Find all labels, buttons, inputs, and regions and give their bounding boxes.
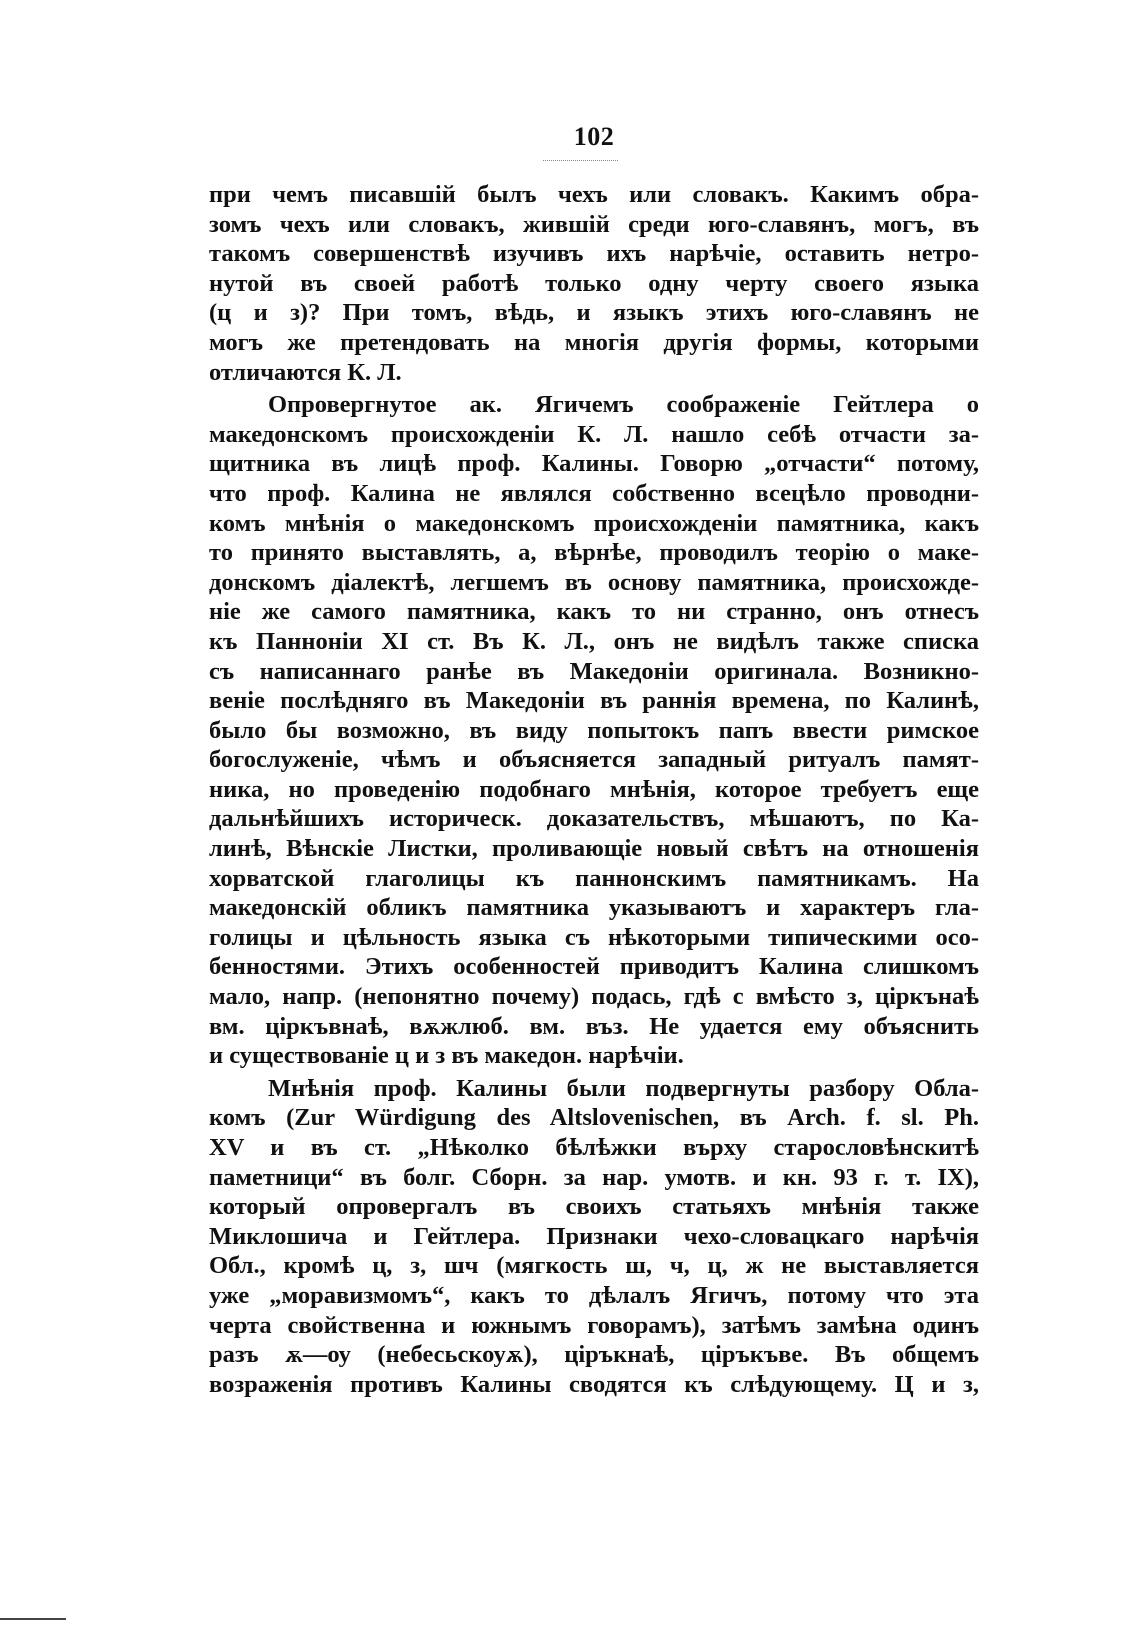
text-line: при чемъ писавшій былъ чехъ или словакъ. Какимъ обра- bbox=[209, 181, 979, 208]
text-line: разъ ѫ—оу (небесьскоуѫ), цiръкнаѣ, цiръкъве. Въ общемъ bbox=[209, 1341, 979, 1369]
text-line: нутой въ своей работѣ только одну черту своего языка bbox=[209, 269, 979, 297]
text-line: комъ мнѣнія о македонскомъ происхожденіи памятника, какъ bbox=[209, 509, 979, 537]
text-line: македонскомъ происхожденіи К. Л. нашло себѣ отчасти за- bbox=[209, 420, 979, 448]
text-line: Миклошича и Гейтлера. Признаки чехо-словацкаго нарѣчія bbox=[209, 1222, 979, 1250]
paragraph bbox=[209, 390, 979, 1071]
paragraph bbox=[209, 1074, 979, 1400]
text-line: комъ (Zur Würdigung des Altslovenischen, въ Arch. f. sl. Ph. bbox=[209, 1104, 979, 1132]
text-line: щитника въ лицѣ проф. Калины. Говорю „отчасти“ потому, bbox=[209, 450, 979, 478]
paragraph bbox=[209, 180, 979, 387]
text-line: веніе послѣдняго въ Македоніи въ раннія времена, по Калинѣ, bbox=[209, 687, 979, 715]
text-line: линѣ, Вѣнскіе Листки, проливающіе новый свѣтъ на отношенія bbox=[209, 835, 979, 863]
text-line: отличаются К. Л. bbox=[209, 358, 402, 386]
text-line: хорватской глаголицы къ паннонскимъ памятникамъ. На bbox=[209, 864, 979, 892]
text-line: такомъ совершенствѣ изучивъ ихъ нарѣчіе, оставить нетро- bbox=[209, 240, 979, 268]
text-line: паметници“ въ болг. Сборн. за нар. умотв. и кн. 93 г. т. IX), bbox=[209, 1163, 979, 1191]
text-line: возраженія противъ Калины сводятся къ слѣдующему. Ц и з, bbox=[209, 1370, 979, 1398]
text-line: мало, напр. (непонятно почему) подась, гдѣ с вмѣсто з, цiркънаѣ bbox=[209, 983, 979, 1011]
text-line: уже „моравизмомъ“, какъ то дѣлалъ Ягичъ, потому что эта bbox=[209, 1281, 979, 1309]
text-line: черта свойственна и южнымъ говорамъ), затѣмъ замѣна одинъ bbox=[209, 1311, 979, 1339]
text-line: Опровергнутое ак. Ягичемъ соображеніе Гейтлера о bbox=[268, 391, 979, 419]
text-line: ника, но проведенію подобнаго мнѣнія, которое требуетъ еще bbox=[209, 775, 979, 803]
text-line: донскомъ діалектѣ, легшемъ въ основу памятника, происхожде- bbox=[209, 568, 979, 596]
text-line: бенностями. Этихъ особенностей приводитъ Калина слишкомъ bbox=[209, 953, 979, 981]
page-number-rule bbox=[543, 160, 618, 161]
text-line: богослуженіе, чѣмъ и объясняется западный ритуалъ памят- bbox=[209, 746, 979, 774]
text-line: вм. цiркъвнаѣ, вѫжлюб. вм. въз. Не удается ему объяснить bbox=[209, 1012, 979, 1040]
text-line: съ написаннаго ранѣе въ Македоніи оригинала. Возникно- bbox=[209, 657, 979, 685]
text-body bbox=[209, 180, 979, 1401]
text-line: Мнѣнія проф. Калины были подвергнуты разбору Обла- bbox=[268, 1074, 979, 1102]
scan-edge-mark bbox=[0, 1618, 66, 1620]
text-line: къ Паннонiи XI ст. Въ К. Л., онъ не видѣлъ также списка bbox=[209, 627, 979, 655]
text-line: могъ же претендовать на многія другія формы, которыми bbox=[209, 328, 979, 356]
text-line: ніе же самого памятника, какъ то ни странно, онъ отнесъ bbox=[209, 598, 979, 626]
text-line: дальнѣйшихъ историческ. доказательствъ, мѣшаютъ, по Ка- bbox=[209, 805, 979, 833]
text-line: что проф. Калина не являлся собственно всецѣло проводни- bbox=[209, 479, 979, 507]
text-line: голицы и цѣльность языка съ нѣкоторыми типическими осо- bbox=[209, 923, 979, 951]
text-line: XV и въ ст. „Нѣколко бѣлѣжки върху старословѣнскитѣ bbox=[209, 1134, 979, 1161]
text-line: который опровергалъ въ своихъ статьяхъ мнѣнія также bbox=[209, 1193, 979, 1221]
page-number: 102 bbox=[573, 122, 615, 151]
text-line: и существованіе ц и з въ македон. нарѣчіи. bbox=[209, 1042, 684, 1070]
text-line: то принято выставлять, а, вѣрнѣе, проводилъ теорію о маке- bbox=[209, 539, 979, 567]
text-line: (ц и з)? При томъ, вѣдь, и языкъ этихъ юго-славянъ не bbox=[209, 299, 979, 327]
text-line: зомъ чехъ или словакъ, жившій среди юго-славянъ, могъ, въ bbox=[209, 210, 979, 238]
text-line: было бы возможно, въ виду попытокъ папъ ввести римское bbox=[209, 716, 979, 744]
text-line: македонскій обликъ памятника указываютъ и характеръ гла- bbox=[209, 894, 979, 922]
text-line: Обл., кромѣ ц, з, шч (мягкость ш, ч, ц, ж не выставляется bbox=[209, 1252, 979, 1280]
